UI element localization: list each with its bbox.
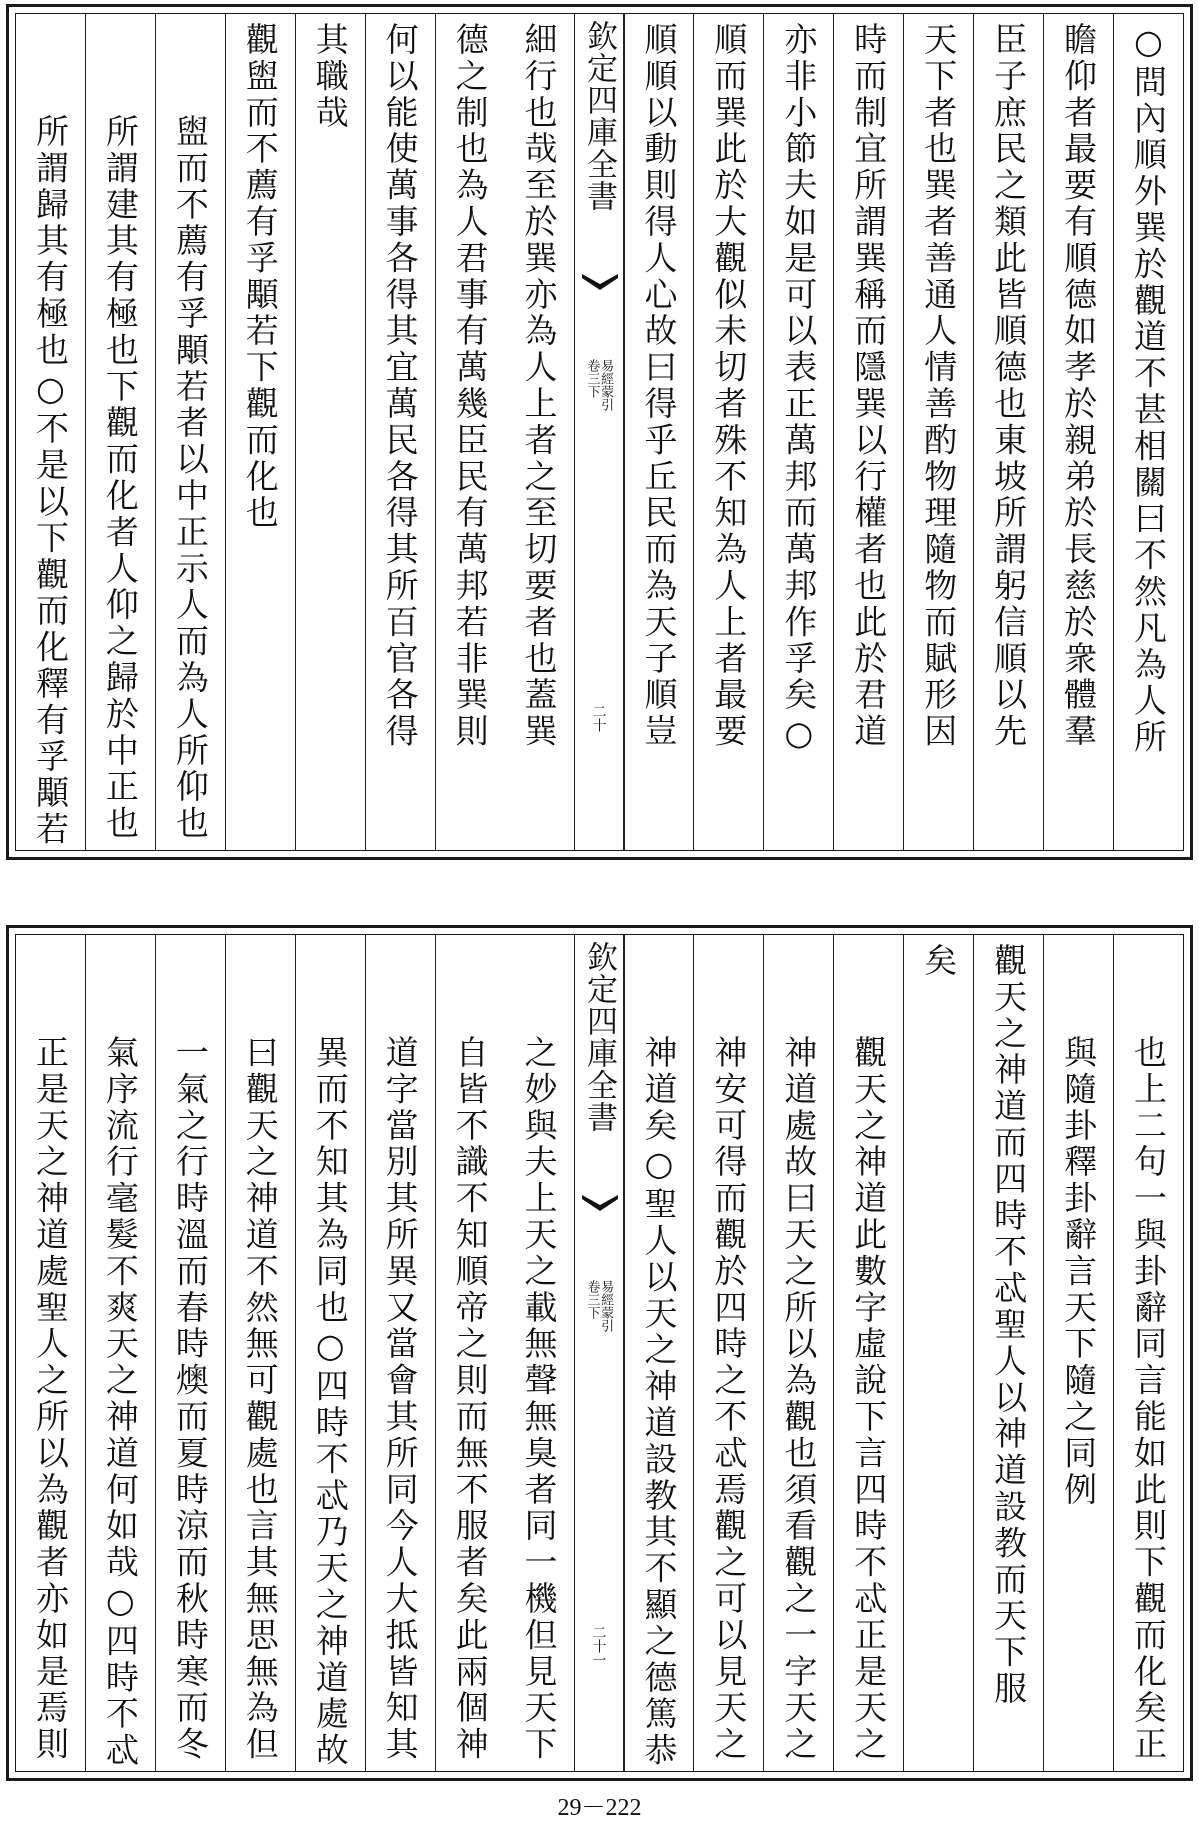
fish-tail-mark-icon xyxy=(582,1195,618,1211)
text-column xyxy=(225,14,295,850)
text-column xyxy=(1113,14,1183,850)
column-text: 曰觀天之神道不然無可觀處也言其無思無為但 xyxy=(240,1035,280,1763)
column-text: 一氣之行時溫而春時燠而夏時涼而秋時寒而冬 xyxy=(170,1035,210,1763)
text-column xyxy=(763,14,833,850)
column-text: 瞻仰者最要有順德如孝於親弟於長慈於衆體羣 xyxy=(1059,22,1099,750)
text-column xyxy=(435,935,505,1771)
column-text: 觀天之神道而四時不忒聖人以神道設教而天下服 xyxy=(989,943,1029,1708)
text-column xyxy=(155,935,225,1771)
bottom-page-columns xyxy=(16,935,1183,1771)
column-text: 順而巽此於大觀似未切者殊不知為人上者最要 xyxy=(709,22,749,750)
page-reference-number: 29－222 xyxy=(557,1795,642,1821)
collection-title: 欽定四庫全書 xyxy=(581,941,617,1133)
text-column xyxy=(1043,14,1113,850)
leaf-number: 二十一 xyxy=(590,1625,607,1667)
volume-name: 卷三下 xyxy=(584,1280,600,1319)
column-text: 何以能使萬事各得其宜萬民各得其所百官各得 xyxy=(380,22,420,750)
top-page-columns xyxy=(16,14,1183,850)
text-column xyxy=(1043,935,1113,1771)
text-column xyxy=(693,935,763,1771)
column-text: 神道處故曰天之所以為觀也須看觀之一字天之 xyxy=(779,1035,819,1763)
fish-tail-mark-icon xyxy=(582,274,618,290)
book-volume-label xyxy=(585,359,612,411)
center-gutter xyxy=(574,14,624,850)
text-column xyxy=(295,935,365,1771)
text-column xyxy=(973,935,1043,1771)
leaf-number: 二十 xyxy=(590,704,607,732)
bottom-page-frame xyxy=(15,934,1184,1772)
book-name: 易經蒙引 xyxy=(598,1280,614,1332)
column-text: ○問內順外巽於觀道不甚相關曰不然凡為人所 xyxy=(1129,22,1169,756)
volume-name: 卷三下 xyxy=(584,359,600,398)
text-column xyxy=(85,935,155,1771)
text-column xyxy=(155,14,225,850)
column-text: 與隨卦釋卦辭言天下隨之同例 xyxy=(1059,1035,1099,1509)
column-text: 盥而不薦有孚顒若者以中正示人而為人所仰也 xyxy=(170,114,210,842)
book-name: 易經蒙引 xyxy=(598,359,614,411)
column-text: 所謂建其有極也下觀而化者人仰之歸於中正也 xyxy=(100,114,140,842)
column-text: 神道矣○聖人以天之神道設教其不顯之德篤恭 xyxy=(639,1035,679,1769)
book-volume-label xyxy=(585,1280,612,1332)
column-text: 順順以動則得人心故曰得乎丘民而為天子順豈 xyxy=(639,22,679,750)
column-text: 道字當別其所異又當會其所同今人大抵皆知其 xyxy=(380,1035,420,1763)
column-text: 觀盥而不薦有孚顒若下觀而化也 xyxy=(240,22,280,532)
column-text: 神安可得而觀於四時之不忒焉觀之可以見天之 xyxy=(709,1035,749,1763)
text-column xyxy=(16,935,85,1771)
column-text: 矣 xyxy=(919,943,959,980)
column-text: 自皆不識不知順帝之則而無不服者矣此兩個神 xyxy=(450,1035,490,1763)
column-text: 異而不知其為同也○四時不忒乃天之神道處故 xyxy=(310,1035,350,1769)
text-column xyxy=(833,935,903,1771)
text-column xyxy=(903,14,973,850)
center-gutter xyxy=(574,935,624,1771)
text-column xyxy=(16,14,85,850)
column-text: 正是天之神道處聖人之所以為觀者亦如是焉則 xyxy=(30,1035,70,1763)
text-column xyxy=(763,935,833,1771)
text-column xyxy=(365,935,435,1771)
text-column xyxy=(693,14,763,850)
text-column xyxy=(833,14,903,850)
column-text: 所謂歸其有極也○不是以下觀而化釋有孚顒若 xyxy=(30,114,70,848)
column-text: 之妙與夫上天之載無聲無臭者同一機但見天下 xyxy=(519,1035,559,1763)
text-column xyxy=(295,14,365,850)
text-column xyxy=(624,935,694,1771)
column-text: 亦非小節夫如是可以表正萬邦而萬邦作孚矣○ xyxy=(779,22,819,756)
column-text: 其職哉 xyxy=(310,22,350,132)
text-column xyxy=(225,935,295,1771)
column-text: 時而制宜所謂巽稱而隱巽以行權者也此於君道 xyxy=(849,22,889,750)
text-column xyxy=(505,935,574,1771)
text-column xyxy=(903,935,973,1771)
top-page-frame xyxy=(15,13,1184,851)
column-text: 臣子庶民之類此皆順德也東坡所謂躬信順以先 xyxy=(989,22,1029,750)
column-text: 氣序流行毫髮不爽天之神道何如哉○四時不忒 xyxy=(100,1035,140,1769)
text-column xyxy=(1113,935,1183,1771)
top-page-panel xyxy=(6,4,1193,860)
bottom-page-panel xyxy=(6,925,1193,1781)
column-text: 細行也哉至於巽亦為人上者之至切要者也蓋巽 xyxy=(519,22,559,750)
column-text: 德之制也為人君事有萬幾臣民有萬邦若非巽則 xyxy=(450,22,490,750)
text-column xyxy=(365,14,435,850)
collection-title: 欽定四庫全書 xyxy=(581,20,617,212)
column-text: 觀天之神道此數字虛說下言四時不忒正是天之 xyxy=(849,1035,889,1763)
column-text: 天下者也巽者善通人情善酌物理隨物而賦形因 xyxy=(919,22,959,750)
text-column xyxy=(973,14,1043,850)
column-text: 也上二句一與卦辭同言能如此則下觀而化矣正 xyxy=(1129,1035,1169,1763)
text-column xyxy=(435,14,505,850)
text-column xyxy=(85,14,155,850)
text-column xyxy=(624,14,694,850)
text-column xyxy=(505,14,574,850)
